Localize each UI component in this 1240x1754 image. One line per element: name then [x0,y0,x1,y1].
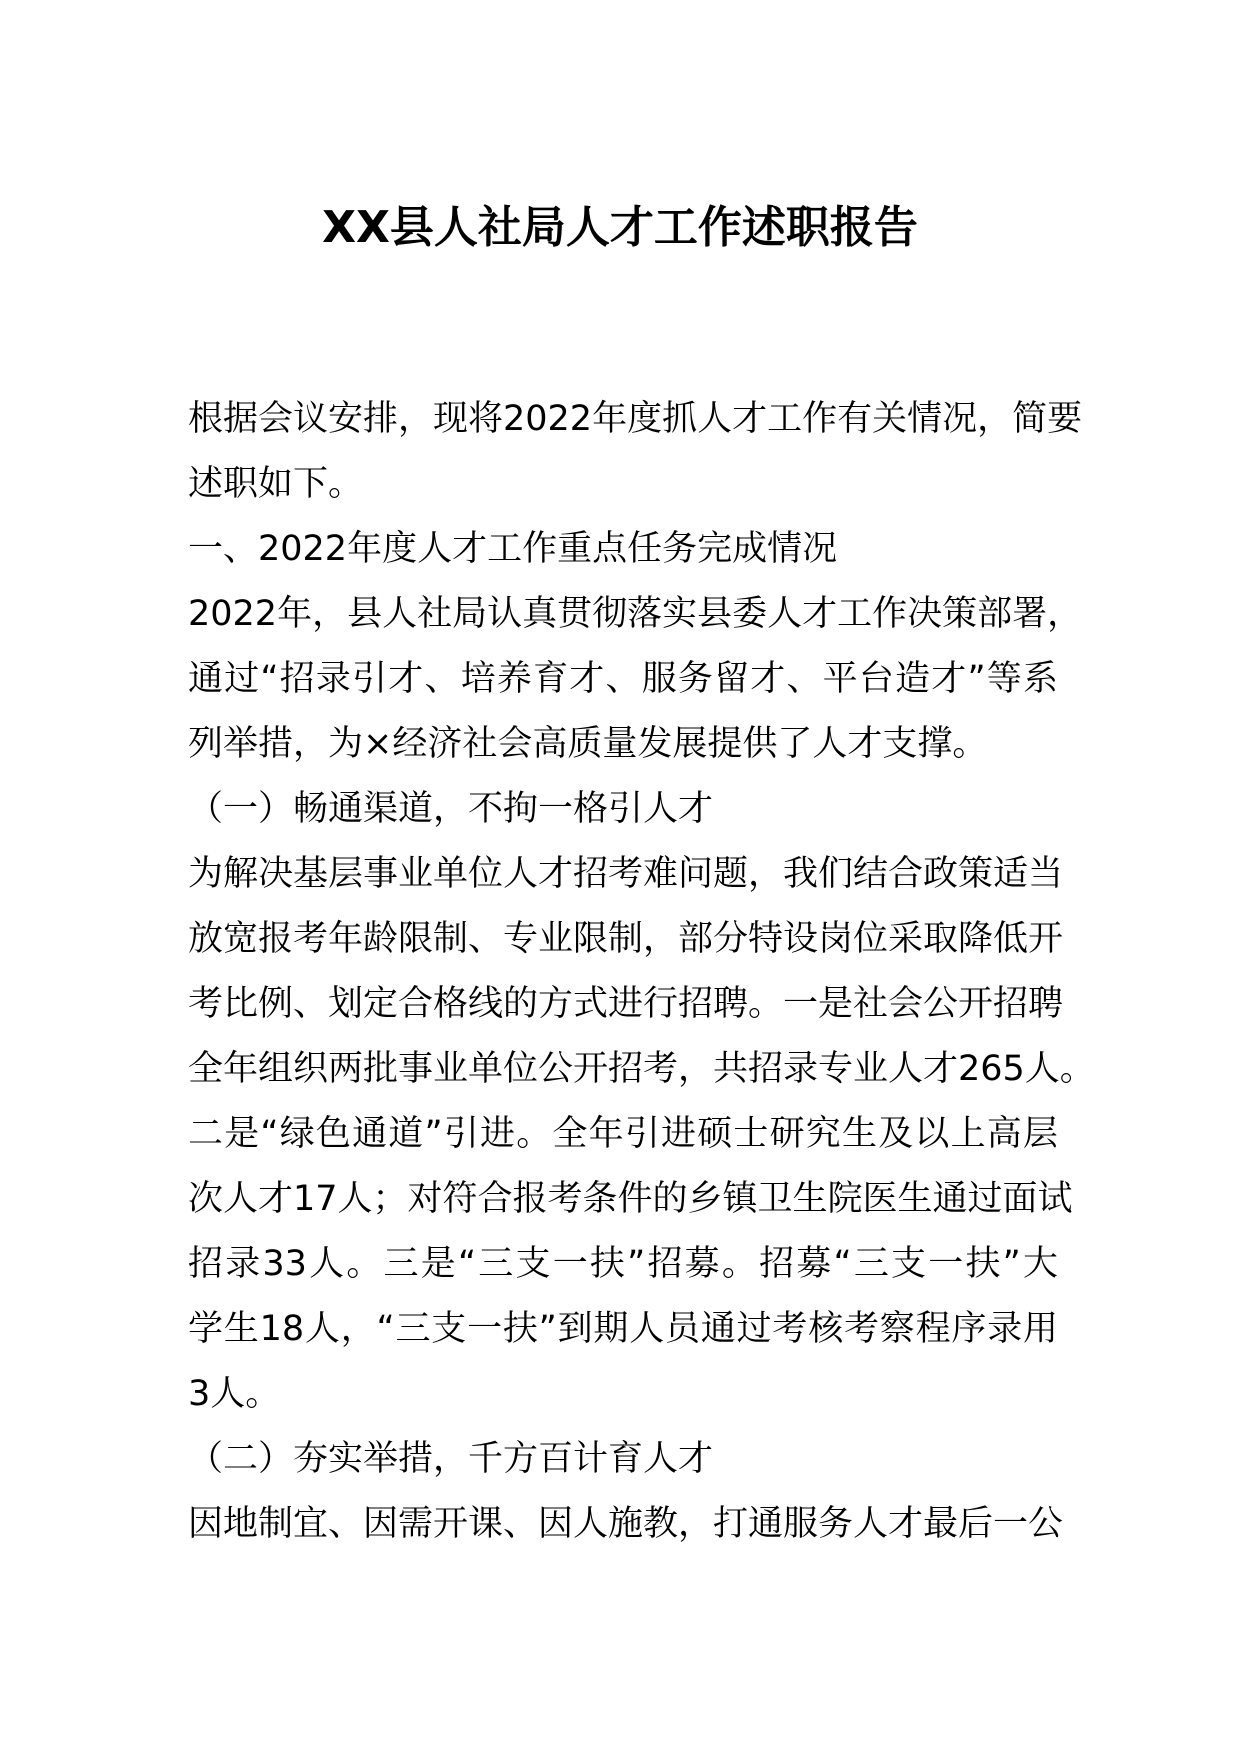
document-body [188,387,1095,1557]
paragraph-line: 招录33人。三是“三支一扶”招募。招募“三支一扶”大 [188,1244,1058,1284]
paragraph-line: 全年组织两批事业单位公开招考，共招录专业人才265人。 [188,1049,1095,1089]
subsection-heading: （一）畅通渠道，不拘一格引人才 [188,789,714,829]
document-title: XX县人社局人才工作述职报告 [322,202,918,253]
paragraph-line: 3人。 [188,1374,281,1414]
paragraph-line: 二是“绿色通道”引进。全年引进硕士研究生及以上高层 [188,1114,1058,1154]
paragraph-line: 列举措，为×经济社会高质量发展提供了人才支撑。 [188,724,988,764]
paragraph-line: 因地制宜、因需开课、因人施教，打通服务人才最后一公 [188,1504,1064,1544]
paragraph-line: 放宽报考年龄限制、专业限制，部分特设岗位采取降低开 [188,919,1064,959]
paragraph-line: 述职如下。 [188,464,364,504]
paragraph-line: 次人才17人；对符合报考条件的乡镇卫生院医生通过面试 [188,1179,1073,1219]
subsection-heading: （二）夯实举措，千方百计育人才 [188,1439,714,1479]
paragraph-line: 学生18人，“三支一扶”到期人员通过考核考察程序录用 [188,1309,1058,1349]
paragraph-line: 考比例、划定合格线的方式进行招聘。一是社会公开招聘 [188,984,1064,1024]
paragraph-line: 根据会议安排，现将2022年度抓人才工作有关情况，简要 [188,399,1083,439]
section-heading: 一、2022年度人才工作重点任务完成情况 [188,529,838,569]
paragraph-line: 通过“招录引才、培养育才、服务留才、平台造才”等系 [188,659,1058,699]
paragraph-line: 2022年，县人社局认真贯彻落实县委人才工作决策部署， [188,594,1083,634]
paragraph-line: 为解决基层事业单位人才招考难问题，我们结合政策适当 [188,854,1064,894]
